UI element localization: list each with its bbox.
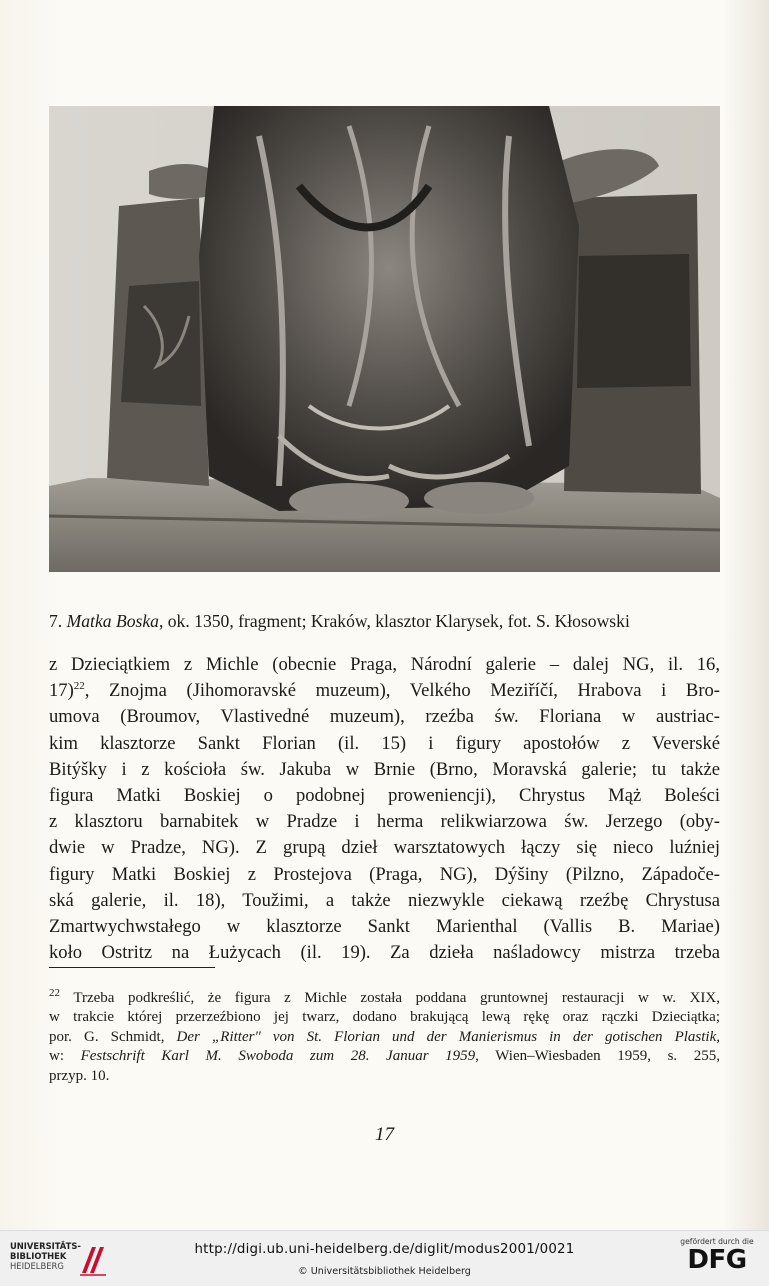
body-line: dwie w Pradze, NG). Z grupą dzieł warsztatowych łączy się nieco luźniej [49,837,720,859]
body-line [49,678,720,704]
funding-label: gefördert durch die [680,1237,754,1246]
funder-logo[interactable] [679,1237,755,1274]
footnote-line: w trakcie której przerzeźbiono jej twarz, dodano brakującą lewą rękę oraz rączki Dzieciątka; [49,1009,720,1026]
footnote-line [49,989,720,1008]
body-line: z Dzieciątkiem z Michle (obecnie Praga, Národní galerie – dalej NG, il. 16, [49,654,720,675]
body-line: figury Matki Boskiej z Prostejova (Praga, NG), Dýšiny (Pilzno, Západoče- [49,863,720,885]
copyright-notice: © Universitätsbibliothek Heidelberg [298,1266,471,1277]
body-text-span: , Znojma (Jihomoravské muzeum), Velkého Meziříčí, Hrabova i Bro- [84,680,720,702]
body-line: figura Matki Boskiej o podobnej proweniencji), Chrystus Mąż Boleści [49,784,720,806]
footnote-text: Trzeba podkreślić, że figura z Michle została poddana gruntownej restauracji w w. XIX, [73,990,720,1006]
body-line: z klasztoru barnabitek w Pradze i herma relikwiarzowa św. Jerzego (oby- [49,811,720,833]
body-text-span: 17) [49,680,74,702]
footnote-number: 22 [49,987,60,999]
footnote [49,989,720,1086]
dfg-logo-text: DFG [687,1245,747,1275]
body-line: Bitýšky i z kościoła św. Jakuba w Brnie (Brno, Moravská galerie; tu także [49,758,720,780]
page-number: 17 [375,1124,394,1145]
permalink-url[interactable]: http://digi.ub.uni-heidelberg.de/diglit/modus2001/0021 [194,1242,575,1257]
footnote-text: por. G. Schmidt, [49,1028,177,1045]
body-line: Zmartwychwstałego w klasztorze Sankt Marienthal (Vallis B. Mariae) [49,915,720,937]
body-paragraph [49,652,720,966]
sculpture-photograph [49,106,720,572]
library-name-line: UNIVERSITÄTS- [10,1241,81,1251]
library-name-line: HEIDELBERG [10,1261,64,1271]
body-line: umova (Broumov, Vlastivedné muzeum), rzeźba św. Floriana w austriac- [49,706,720,728]
footnote-line [49,1028,720,1047]
figure-details: , ok. 1350, fragment; Kraków, klasztor Klarysek, fot. S. Kłosowski [158,611,630,631]
footnote-text: , Wien–Wiesbaden 1959, s. 255, [475,1048,721,1065]
figure-caption [49,610,729,632]
body-line: kim klasztorze Sankt Florian (il. 15) i figury apostołów z Veverské [49,732,720,754]
library-name-line: BIBLIOTHEK [10,1251,67,1261]
digitization-footer [0,1230,769,1286]
figure-number: 7. [49,611,63,631]
footnote-ref: 22 [73,680,85,692]
figure-title: Matka Boska [66,611,159,631]
footnote-line: przyp. 10. [49,1067,110,1084]
footnote-text: w: [49,1048,81,1065]
body-line: koło Ostritz na Łużycach (il. 19). Za dzieła naśladowcy mistrza trzeba [49,942,720,964]
footnote-divider [49,967,215,968]
body-line: ská galerie, il. 18), Toužimi, a także niezwykle ciekawą rzeźbę Chrystusa [49,889,720,911]
footnote-cited-title: Festschrift Karl M. Swoboda zum 28. Januar 1959 [80,1048,476,1065]
footnote-cited-title: Der „Ritter" von St. Florian und der Manierismus in der gotischen Plastik, [176,1028,720,1045]
footnote-line [49,1047,720,1066]
